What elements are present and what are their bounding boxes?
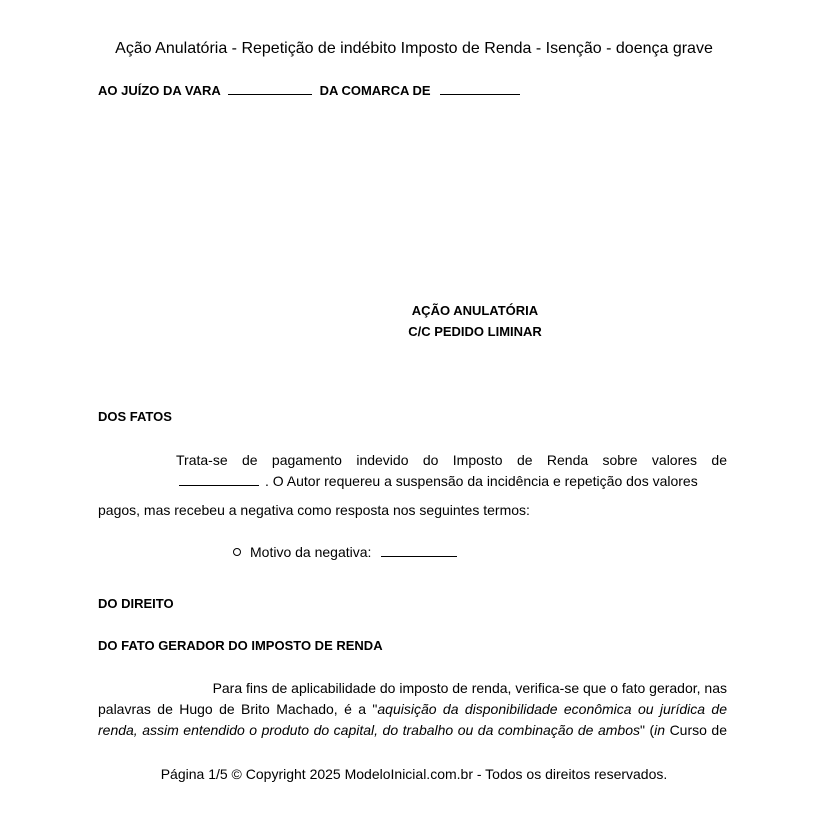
- addressee-line: [98, 82, 520, 98]
- comarca-blank-field: [440, 82, 520, 95]
- direito-paragraph-line2: palavras de Hugo de Brito Machado, é a "aquisição da disponibilidade econômica ou jurídica de: [98, 701, 727, 717]
- direito-paragraph-line1: Para fins de aplicabilidade do imposto de renda, verifica-se que o fato gerador, nas: [212, 680, 727, 696]
- fatos-paragraph-line2: . O Autor requereu a suspensão da incidência e repetição dos valores: [179, 473, 698, 489]
- hollow-bullet-icon: [233, 548, 241, 556]
- motivo-blank-field: [381, 544, 457, 557]
- fatos-paragraph-line1: Trata-se de pagamento indevido do Imposto de Renda sobre valores de: [176, 452, 727, 468]
- addressee-vara-label: AO JUÍZO DA VARA: [98, 83, 221, 98]
- vara-blank-field: [228, 82, 312, 95]
- section-heading-direito: DO DIREITO: [98, 596, 174, 611]
- page-footer: Página 1/5 © Copyright 2025 ModeloInicial.com.br - Todos os direitos reservados.: [160, 766, 668, 782]
- addressee-comarca-label: DA COMARCA DE: [319, 83, 431, 98]
- action-title-line2: C/C PEDIDO LIMINAR: [408, 324, 542, 339]
- valores-blank-field: [179, 473, 259, 486]
- direito-paragraph-line3: renda, assim entendido o produto do capital, do trabalho ou da combinação de ambos" (in Curso de: [98, 722, 728, 738]
- subsection-heading-fato-gerador: DO FATO GERADOR DO IMPOSTO DE RENDA: [98, 638, 383, 653]
- fatos-paragraph-line3: pagos, mas recebeu a negativa como resposta nos seguintes termos:: [98, 502, 530, 518]
- document-header-title: Ação Anulatória - Repetição de indébito Imposto de Renda - Isenção - doença grave: [115, 40, 713, 57]
- section-heading-fatos: DOS FATOS: [98, 409, 172, 424]
- bullet-motivo-negativa: Motivo da negativa:: [233, 544, 457, 560]
- action-title-line1: AÇÃO ANULATÓRIA: [411, 303, 539, 318]
